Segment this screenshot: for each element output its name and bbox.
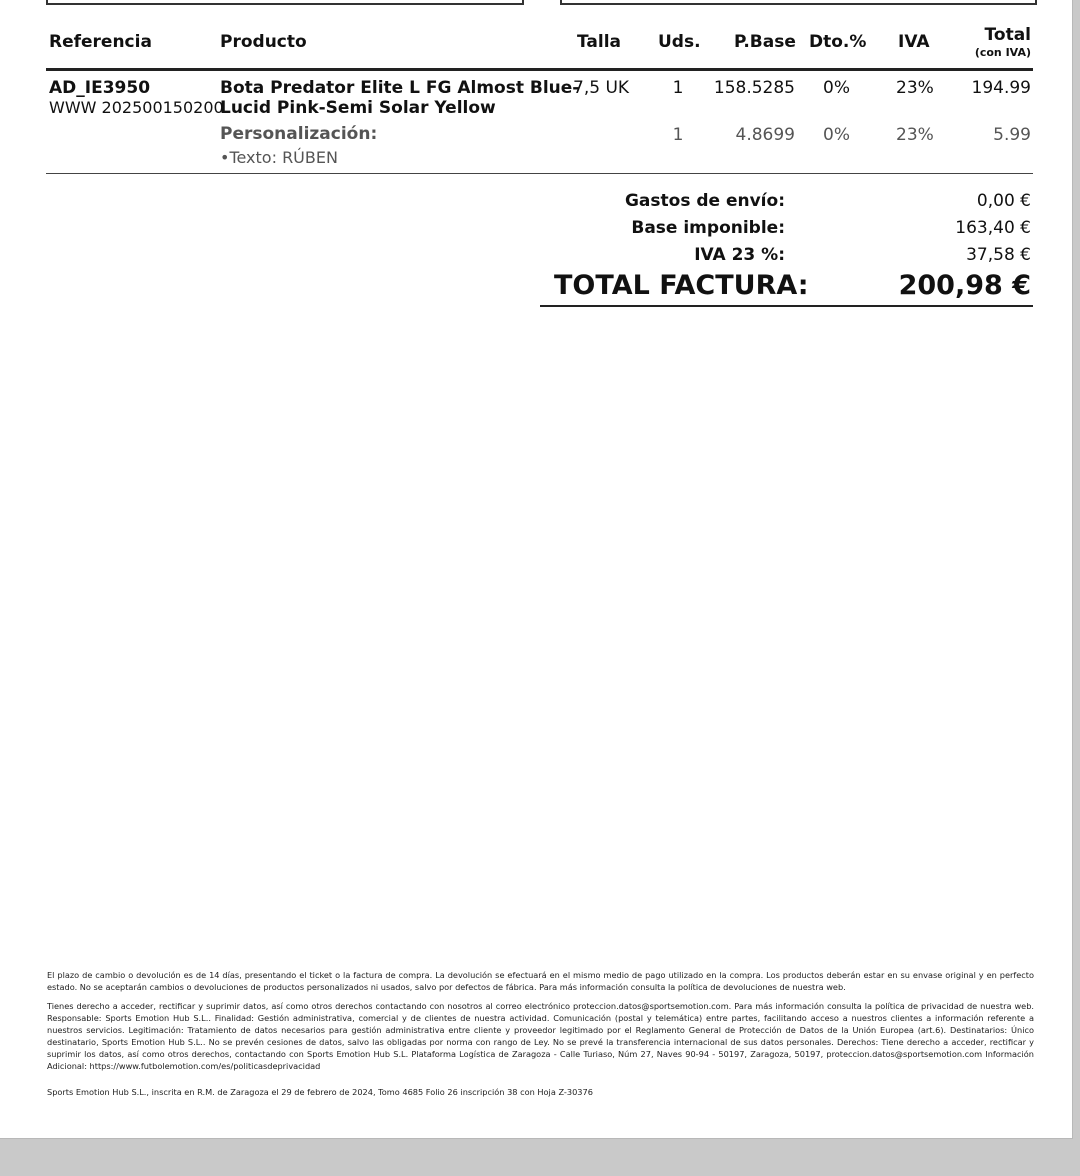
total-rule: [540, 305, 1033, 307]
item-pbase: 158.5285: [713, 78, 795, 98]
header-uds: Uds.: [658, 32, 701, 52]
header-total-sub: (con IVA): [974, 46, 1031, 59]
header-iva: IVA: [898, 32, 930, 52]
header-dto: Dto.%: [809, 32, 867, 52]
personalization-iva: 23%: [896, 125, 934, 145]
item-product-line2: Lucid Pink-Semi Solar Yellow: [220, 98, 496, 118]
header-producto: Producto: [220, 32, 307, 52]
iva-label: IVA 23 %:: [694, 245, 785, 265]
item-iva: 23%: [896, 78, 934, 98]
total-factura-value: 200,98 €: [898, 270, 1031, 301]
shipping-value: 0,00 €: [976, 191, 1031, 211]
privacy-policy-text: Tienes derecho a acceder, rectificar y suprimir datos, así como otros derechos contactando con nosotros al correo electrónico proteccion.datos@sportsemotion.com. Para más información consulta la política de privacidad de nuestra web. Responsable: Sports Emotion Hub S.L.. Finalidad: Gestión administrativa, comercial y de clientes de nuestra actividad. Comunicación (postal y telemática) entre partes, facilitando acceso a nuestros clientes a información referente a nuestros servicios. Legitimación: Tratamiento de datos necesarios para gestión administrativa entre cliente y proveedor legitimado por el Reglamento General de Protección de Datos de la Unión Europea (art.6). Destinatarios: Único destinatario, Sports Emotion Hub S.L.. No se prevén cesiones de datos, salvo las obligadas por norma con rango de Ley. No se prevé la transferencia internacional de sus datos personales. Derechos: Tiene derecho a acceder, rectificar y suprimir los datos, así como otros derechos, contactando con Sports Emotion Hub S.L. Plataforma Logística de Zaragoza - Calle Turiaso, Núm 27, Naves 90-94 - 50197, Zaragoza, 50197, proteccion.datos@sportsemotion.com Información Adicional: https://www.futbolemotion.com/es/politicasdeprivacidad: [47, 1001, 1034, 1071]
header-total: Total: [984, 25, 1031, 45]
header-rule: [46, 68, 1033, 71]
personalization-dto: 0%: [823, 125, 850, 145]
personalization-detail: •Texto: RÚBEN: [220, 148, 338, 167]
header-talla: Talla: [577, 32, 622, 52]
personalization-uds: 1: [672, 125, 684, 145]
total-factura-label: TOTAL FACTURA:: [554, 270, 809, 301]
header-referencia: Referencia: [49, 32, 152, 52]
shipping-label: Gastos de envío:: [624, 191, 785, 211]
base-label: Base imponible:: [631, 218, 785, 238]
item-order-number: WWW 202500150200: [49, 98, 224, 117]
item-talla: 7,5 UK: [573, 78, 630, 98]
item-total: 194.99: [971, 78, 1031, 98]
item-ref-code: AD_IE3950: [49, 78, 151, 98]
base-value: 163,40 €: [955, 218, 1031, 238]
item-product-line1: Bota Predator Elite L FG Almost Blue-: [220, 78, 580, 98]
iva-value: 37,58 €: [966, 245, 1031, 265]
company-registry-text: Sports Emotion Hub S.L., inscrita en R.M. de Zaragoza el 29 de febrero de 2024, Tomo 4685 Folio 26 inscripción 38 con Hoja Z-30376: [47, 1087, 593, 1097]
item-dto: 0%: [823, 78, 850, 98]
address-box-left-edge: [46, 0, 524, 5]
address-box-right-edge: [560, 0, 1037, 5]
personalization-pbase: 4.8699: [735, 125, 795, 145]
returns-policy-text: El plazo de cambio o devolución es de 14 días, presentando el ticket o la factura de compra. La devolución se efectuará en el mismo medio de pago utilizado en la compra. Los productos deberán estar en su envase original y en perfecto estado. No se aceptarán cambios o devoluciones de productos personalizados ni usados, salvo por defectos de fábrica. Para más información consulta la política de devoluciones de nuestra web.: [47, 970, 1034, 992]
item-uds: 1: [672, 78, 684, 98]
header-pbase: P.Base: [734, 32, 796, 52]
personalization-label: Personalización:: [220, 124, 378, 144]
table-bottom-rule: [46, 173, 1033, 174]
personalization-total: 5.99: [993, 125, 1031, 145]
